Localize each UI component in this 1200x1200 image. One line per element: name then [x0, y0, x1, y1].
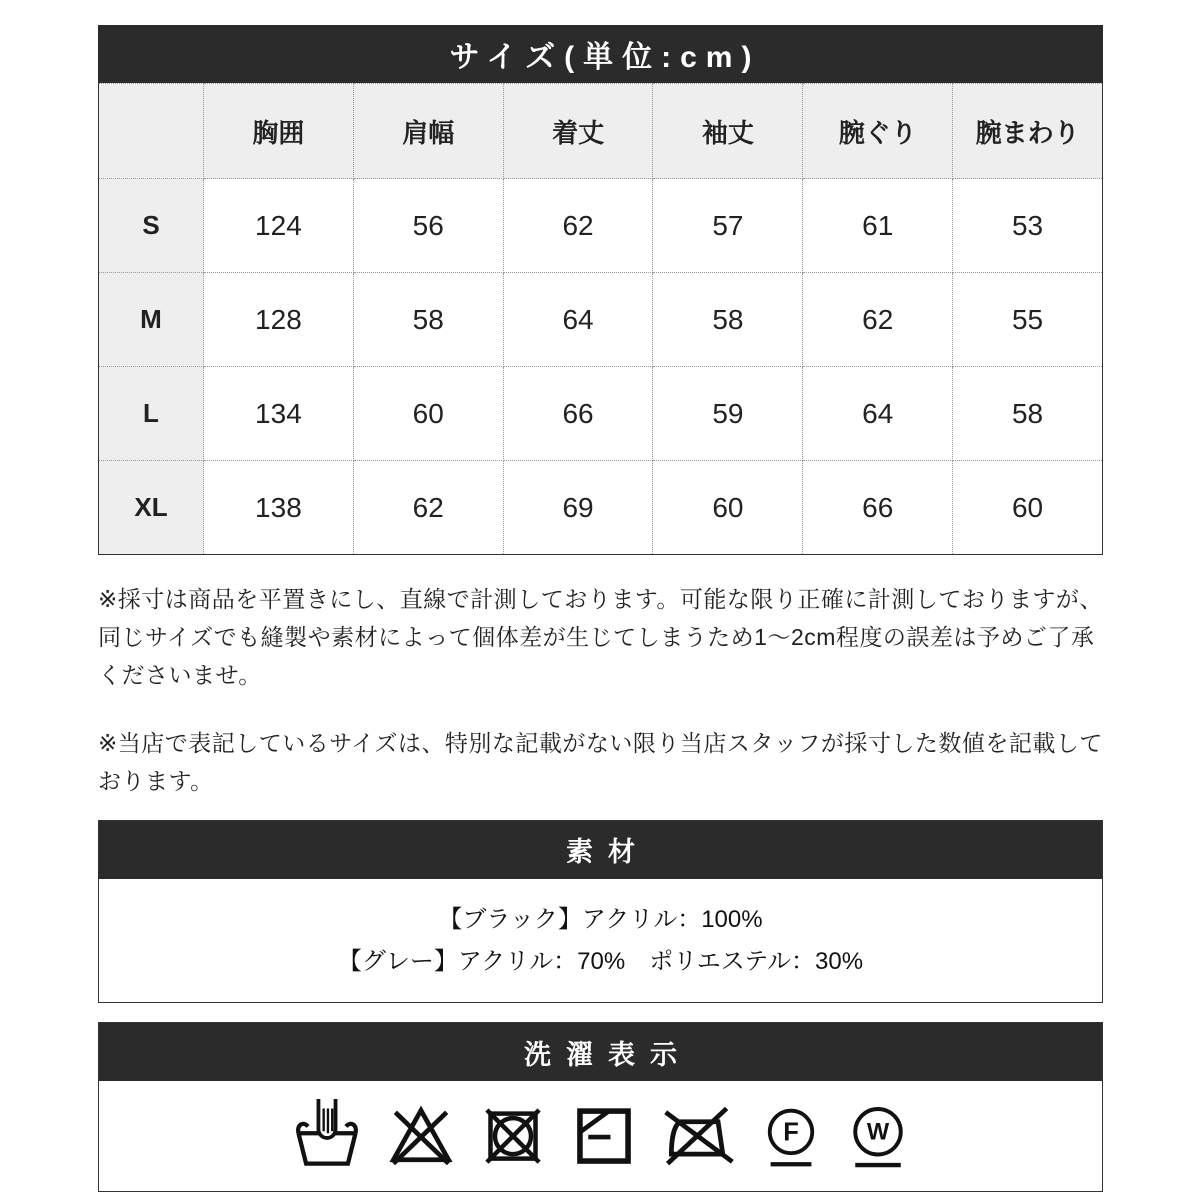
- wet-clean-gentle-icon: [843, 1095, 913, 1179]
- cell: 55: [953, 273, 1103, 367]
- page: [98, 25, 1103, 1192]
- column-header-shoulder: 肩幅: [353, 84, 503, 179]
- cell: 64: [803, 367, 953, 461]
- hand-wash-icon: [289, 1095, 365, 1179]
- cell: 60: [953, 461, 1103, 555]
- cell: 60: [653, 461, 803, 555]
- size-row-m: [99, 273, 1103, 367]
- material-gray: 【グレー】アクリル：70% ポリエステル：30%: [337, 948, 864, 976]
- material-black: 【ブラック】アクリル：100%: [438, 905, 763, 933]
- dry-flat-in-shade-icon: [567, 1095, 641, 1179]
- cell: 66: [503, 367, 653, 461]
- cell: 57: [653, 179, 803, 273]
- laundry-icons: [99, 1081, 1102, 1191]
- row-label: L: [99, 367, 204, 461]
- size-row-s: [99, 179, 1103, 273]
- cell: 69: [503, 461, 653, 555]
- svg-text:F: F: [782, 1118, 799, 1147]
- row-label: XL: [99, 461, 204, 555]
- size-row-xl: [99, 461, 1103, 555]
- column-header-chest: 胸囲: [204, 84, 354, 179]
- cell: 64: [503, 273, 653, 367]
- staff-measurement-note: ※当店で表記しているサイズは、特別な記載がない限り当店スタッフが採寸した数値を記載しております。: [98, 729, 1103, 794]
- cell: 60: [353, 367, 503, 461]
- column-header-arm-circ: 腕まわり: [953, 84, 1103, 179]
- do-not-tumble-dry-icon: [477, 1095, 549, 1179]
- measurement-note: ※採寸は商品を平置きにし、直線で計測しております。可能な限り正確に計測しておりますが、同じサイズでも縫製や素材によって個体差が生じてしまうため1〜2cm程度の誤差は予めご了承くださいませ。: [98, 586, 1103, 688]
- do-not-bleach-icon: [383, 1095, 459, 1179]
- size-section-title: サイズ(単位:cm): [98, 25, 1103, 83]
- cell: 59: [653, 367, 803, 461]
- dry-clean-petroleum-gentle-icon: [757, 1095, 825, 1179]
- svg-text:W: W: [866, 1119, 889, 1146]
- cell: 58: [953, 367, 1103, 461]
- corner-cell: [99, 84, 204, 179]
- cell: 62: [803, 273, 953, 367]
- do-not-iron-icon: [659, 1095, 739, 1179]
- row-label: S: [99, 179, 204, 273]
- cell: 62: [353, 461, 503, 555]
- cell: 53: [953, 179, 1103, 273]
- material-section: [98, 820, 1103, 1003]
- column-header-length: 着丈: [503, 84, 653, 179]
- column-header-sleeve: 袖丈: [653, 84, 803, 179]
- laundry-section-title: 洗濯表示: [99, 1023, 1102, 1081]
- row-label: M: [99, 273, 204, 367]
- cell: 58: [353, 273, 503, 367]
- cell: 61: [803, 179, 953, 273]
- size-table-header-row: [99, 84, 1103, 179]
- size-table: [98, 83, 1103, 555]
- material-section-title: 素材: [99, 821, 1102, 879]
- cell: 66: [803, 461, 953, 555]
- cell: 58: [653, 273, 803, 367]
- cell: 128: [204, 273, 354, 367]
- cell: 62: [503, 179, 653, 273]
- cell: 134: [204, 367, 354, 461]
- cell: 138: [204, 461, 354, 555]
- size-row-l: [99, 367, 1103, 461]
- column-header-armhole: 腕ぐり: [803, 84, 953, 179]
- cell: 124: [204, 179, 354, 273]
- cell: 56: [353, 179, 503, 273]
- laundry-section: [98, 1022, 1103, 1192]
